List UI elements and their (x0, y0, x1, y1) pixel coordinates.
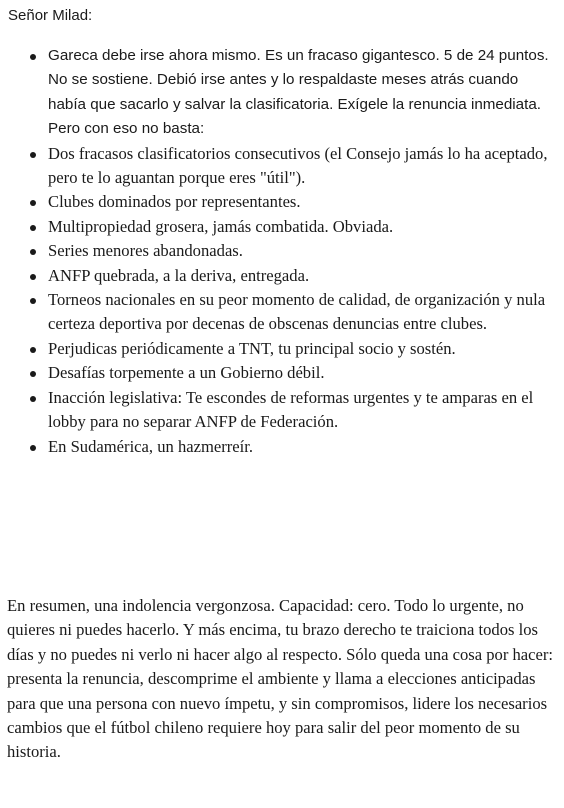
list-item (0, 190, 556, 214)
list-item-text: Dos fracasos clasificatorios consecutivos (el Consejo jamás lo ha aceptado, pero te lo aguantan porque eres "útil"). (48, 143, 548, 188)
list-item-text: Perjudicas periódicamente a TNT, tu principal socio y sostén. (48, 338, 456, 358)
list-item-text: En Sudamérica, un hazmerreír. (48, 436, 254, 456)
bullet-icon (30, 445, 36, 451)
bullet-icon (30, 249, 36, 255)
list-item (0, 337, 556, 361)
list-item-text: Clubes dominados por representantes. (48, 192, 301, 212)
list-item-text: Inacción legislativa: Te escondes de reformas urgentes y te amparas en el lobby para no separar ANFP de Federación. (48, 387, 534, 432)
list-item (0, 264, 556, 288)
list-item-text: Torneos nacionales en su peor momento de calidad, de organización y nula certeza deportiva por decenas de obscenas denuncias entre clubes. (48, 290, 546, 334)
bullet-icon (30, 371, 36, 377)
summary-paragraph: En resumen, una indolencia vergonzosa. Capacidad: cero. Todo lo urgente, no quieres ni puedes hacerlo. Y más encima, tu brazo derecho te traiciona todos los días y no puedes ni verlo ni hacer algo al respecto. Sólo queda una cosa por hacer: presenta la renuncia, descomprime el ambiente y llama a elecciones anticipadas para que una persona con nuevo ímpetu, y sin compromisos, lidere los necesarios cambios que el fútbol chileno requiere hoy para salir del peor momento de su historia. (7, 596, 554, 762)
bullet-icon (30, 274, 36, 280)
list-item (0, 288, 556, 337)
bullet-icon (30, 225, 36, 231)
salutation: Señor Milad: (8, 7, 93, 24)
demands-list (0, 44, 556, 459)
bullet-icon (30, 152, 36, 158)
list-item (0, 386, 556, 435)
bullet-icon (30, 298, 36, 304)
list-item (0, 142, 556, 191)
bullet-icon (30, 54, 36, 60)
list-item-text: Series menores abandonadas. (48, 241, 243, 261)
bullet-icon (30, 200, 36, 206)
list-item-text: Gareca debe irse ahora mismo. Es un fracaso gigantesco. 5 de 24 puntos. No se sostiene. Debió irse antes y lo respaldaste meses atrás cuando había que sacarlo y salvar la clasificatoria. Exígele la renuncia inmediata. Pero con eso no basta: (48, 47, 549, 138)
bullet-icon (30, 347, 36, 353)
list-item-text: Multipropiedad grosera, jamás combatida. Obviada. (48, 216, 394, 236)
list-item (0, 361, 556, 385)
list-item-text: ANFP quebrada, a la deriva, entregada. (48, 265, 310, 285)
list-item (0, 215, 556, 239)
list-item (0, 44, 556, 142)
list-item-text: Desafías torpemente a un Gobierno débil. (48, 363, 325, 383)
bullet-icon (30, 396, 36, 402)
list-item (0, 239, 556, 263)
list-item (0, 435, 556, 459)
